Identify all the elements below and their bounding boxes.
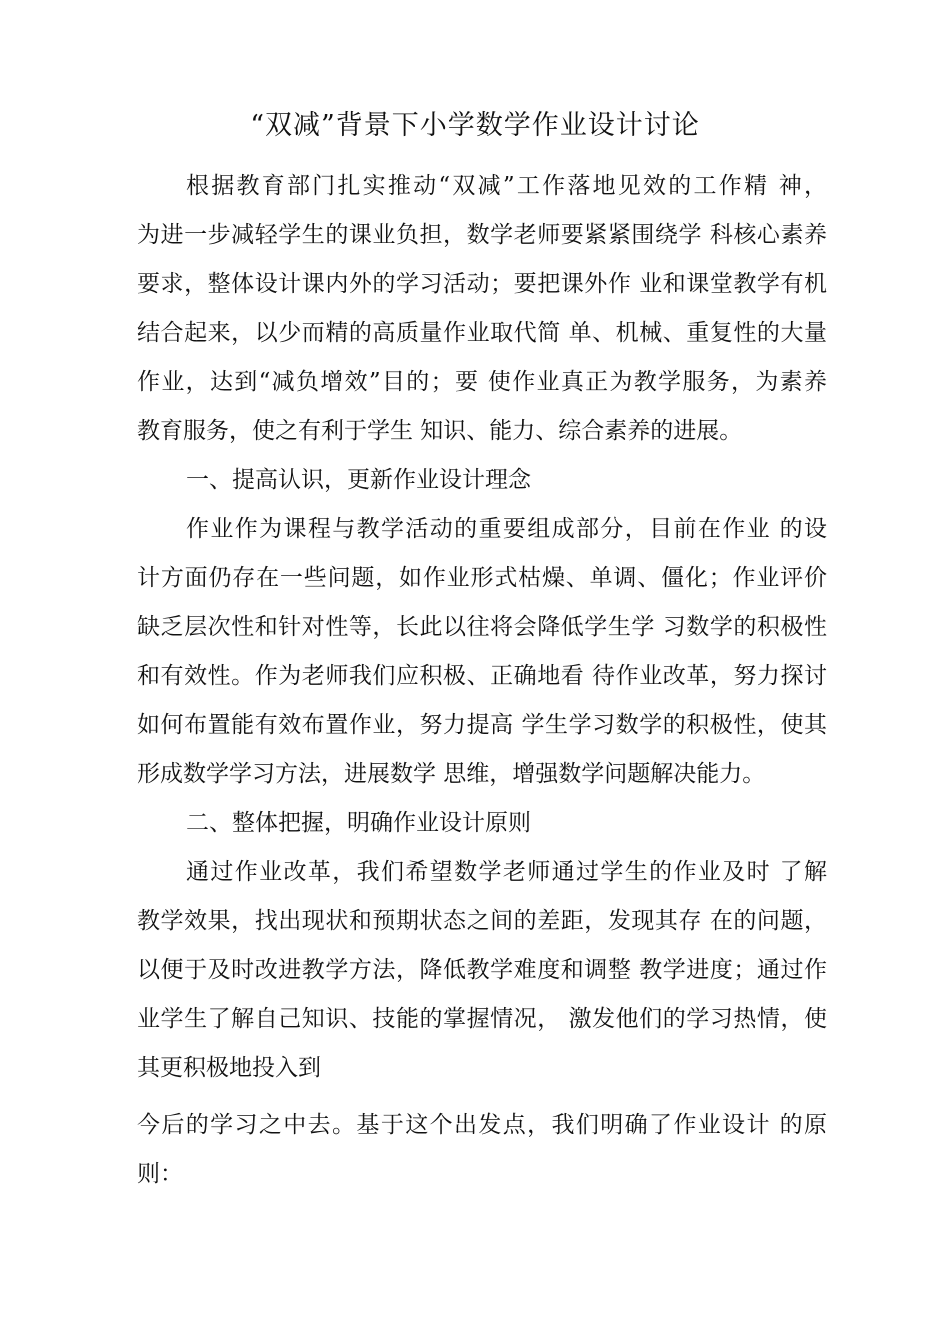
text-line: 教育服务，使之有利于学生 知识、能力、综合素养的进展。 <box>137 418 743 444</box>
text-line: 以便于及时改进教学方法，降低教学难度和调整 教学进度；通过作 <box>137 957 827 983</box>
text-line: 为进一步减轻学生的课业负担，数学老师要紧紧围绕学 科核心素养 <box>137 222 827 248</box>
text-line: 今后的学习之中去。基于这个出发点，我们明确了作业设计 的原 <box>137 1112 827 1138</box>
text-line: 其更积极地投入到 <box>137 1055 321 1081</box>
text-line: 根据教育部门扎实推动“双减”工作落地见效的工作精 神， <box>186 173 827 199</box>
text-line: 和有效性。作为老师我们应积极、正确地看 待作业改革，努力探讨 <box>137 663 827 689</box>
section-heading: 二、整体把握，明确作业设计原则 <box>186 810 531 836</box>
text-line: 则： <box>137 1161 183 1187</box>
text-line: 要求，整体设计课内外的学习活动；要把课外作 业和课堂教学有机 <box>137 271 827 297</box>
text-line: 通过作业改革，我们希望数学老师通过学生的作业及时 了解 <box>186 859 827 885</box>
text-line: 形成数学学习方法，进展数学 思维，增强数学问题解决能力。 <box>137 761 766 787</box>
text-line: 计方面仍存在一些问题，如作业形式枯燥、单调、僵化；作业评价 <box>137 565 827 591</box>
text-line: 作业，达到“减负增效”目的；要 使作业真正为教学服务，为素养 <box>137 369 827 395</box>
document-title: “双减”背景下小学数学作业设计讨论 <box>250 110 700 141</box>
section-heading: 一、提高认识，更新作业设计理念 <box>186 467 531 493</box>
text-line: 如何布置能有效布置作业，努力提高 学生学习数学的积极性，使其 <box>137 712 827 738</box>
text-line: 教学效果，找出现状和预期状态之间的差距，发现其存 在的问题， <box>137 908 827 934</box>
text-line: 业学生了解自己知识、技能的掌握情况， 激发他们的学习热情，使 <box>137 1006 827 1032</box>
text-line: 缺乏层次性和针对性等，长此以往将会降低学生学 习数学的积极性 <box>137 614 827 640</box>
text-line: 作业作为课程与教学活动的重要组成部分，目前在作业 的设 <box>186 516 827 542</box>
text-line: 结合起来，以少而精的高质量作业取代简 单、机械、重复性的大量 <box>137 320 827 346</box>
